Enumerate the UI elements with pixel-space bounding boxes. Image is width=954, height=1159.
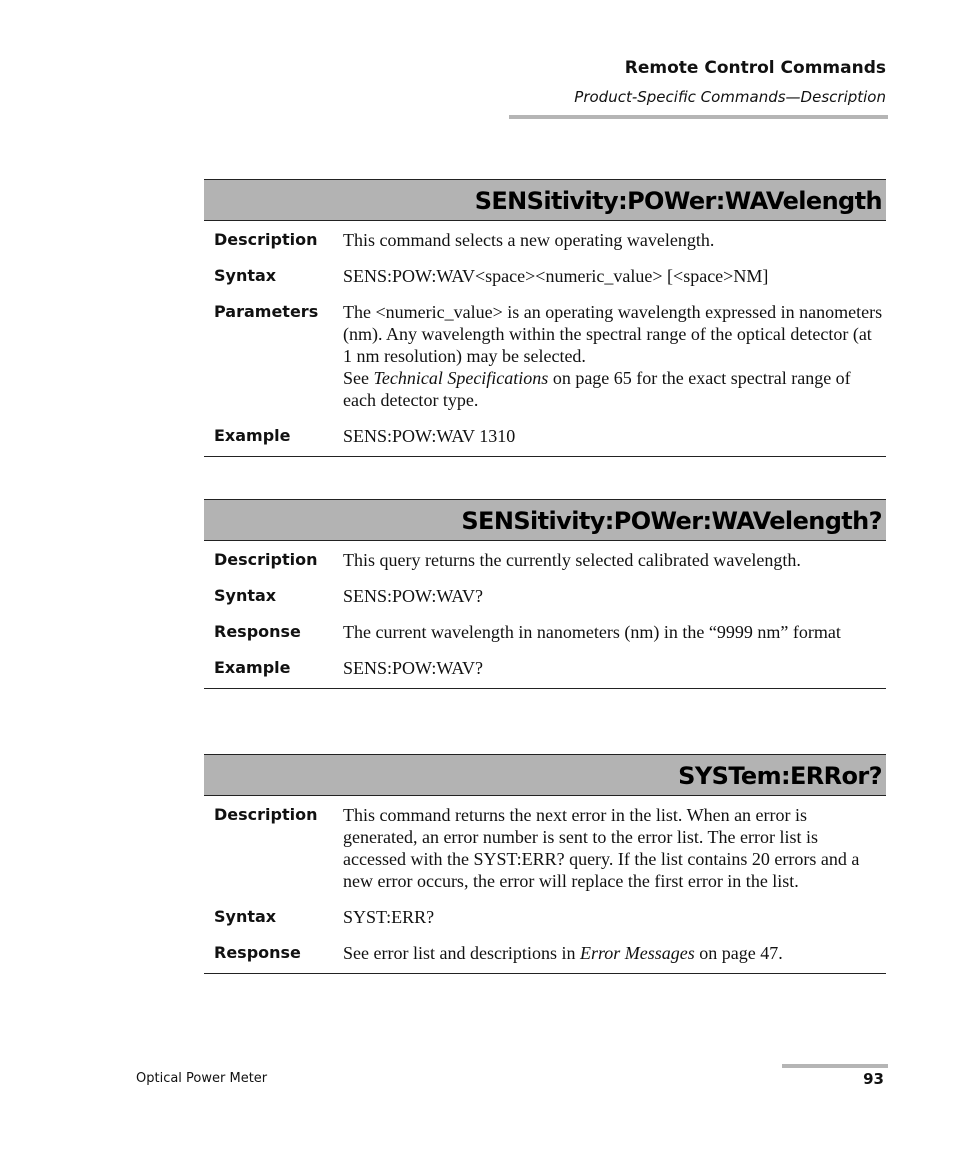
row-label: Response [214,622,301,641]
command-header [204,754,886,796]
command-table [204,541,886,689]
see-suffix: on page 65 for the exact spectral range of each detector type. [343,368,851,410]
command-section-syst-err-query [204,754,886,974]
running-header-title: Remote Control Commands [624,58,886,78]
see-prefix: See [343,368,374,388]
row-value [343,936,886,974]
footer-product-name: Optical Power Meter [136,1071,268,1086]
row-value: SENS:POW:WAV? [343,586,484,606]
footer-rule [782,1064,888,1068]
command-title: SENSitivity:POWer:WAVelength? [461,507,882,535]
table-row [204,579,886,615]
table-row [204,419,886,457]
row-label: Syntax [214,907,277,926]
cross-reference-link[interactable]: Error Messages [579,943,695,963]
row-label: Example [214,426,291,445]
row-value: This query returns the currently selected calibrated wavelength. [343,550,801,570]
row-label: Description [214,230,318,249]
row-value: SENS:POW:WAV? [343,658,484,678]
row-label: Example [214,658,291,677]
row-label: Response [214,943,301,962]
running-header-subtitle: Product-Specific Commands—Description [574,88,886,106]
table-row [204,936,886,974]
cross-reference-link[interactable]: Technical Specifications [373,368,549,388]
row-label: Syntax [214,586,277,605]
command-section-sens-pow-wav-query [204,499,886,689]
row-value: SENS:POW:WAV 1310 [343,426,516,446]
row-label: Description [214,805,318,824]
command-table [204,221,886,457]
row-label: Parameters [214,302,319,321]
row-value [343,295,886,419]
command-section-sens-pow-wav [204,179,886,457]
row-label: Syntax [214,266,277,285]
table-row [204,259,886,295]
header-rule [509,115,888,119]
command-table [204,796,886,974]
row-value: SYST:ERR? [343,907,435,927]
row-value: SENS:POW:WAV<space><numeric_value> [<space>NM] [343,266,769,286]
response-text: See error list and descriptions in [343,943,580,963]
parameters-text: The <numeric_value> is an operating wavelength expressed in nanometers (nm). Any wavelength within the spectral range of the optical detector (at 1 nm resolution) may be selected. [343,302,883,366]
command-header [204,499,886,541]
table-row [204,615,886,651]
command-title: SENSitivity:POWer:WAVelength [474,187,882,215]
table-row [204,900,886,936]
page-number: 93 [863,1070,884,1088]
row-value: This command selects a new operating wavelength. [343,230,715,250]
response-suffix: on page 47. [694,943,783,963]
table-row [204,221,886,259]
row-value: This command returns the next error in the list. When an error is generated, an error number is sent to the error list. The error list is accessed with the SYST:ERR? query. If the list contains 20 errors and a new error occurs, the error will replace the first error in the list. [343,805,860,891]
row-value: The current wavelength in nanometers (nm) in the “9999 nm” format [343,622,841,642]
row-label: Description [214,550,318,569]
table-row [204,295,886,419]
table-row [204,541,886,579]
command-header [204,179,886,221]
command-title: SYSTem:ERRor? [678,762,882,790]
table-row [204,796,886,900]
table-row [204,651,886,689]
